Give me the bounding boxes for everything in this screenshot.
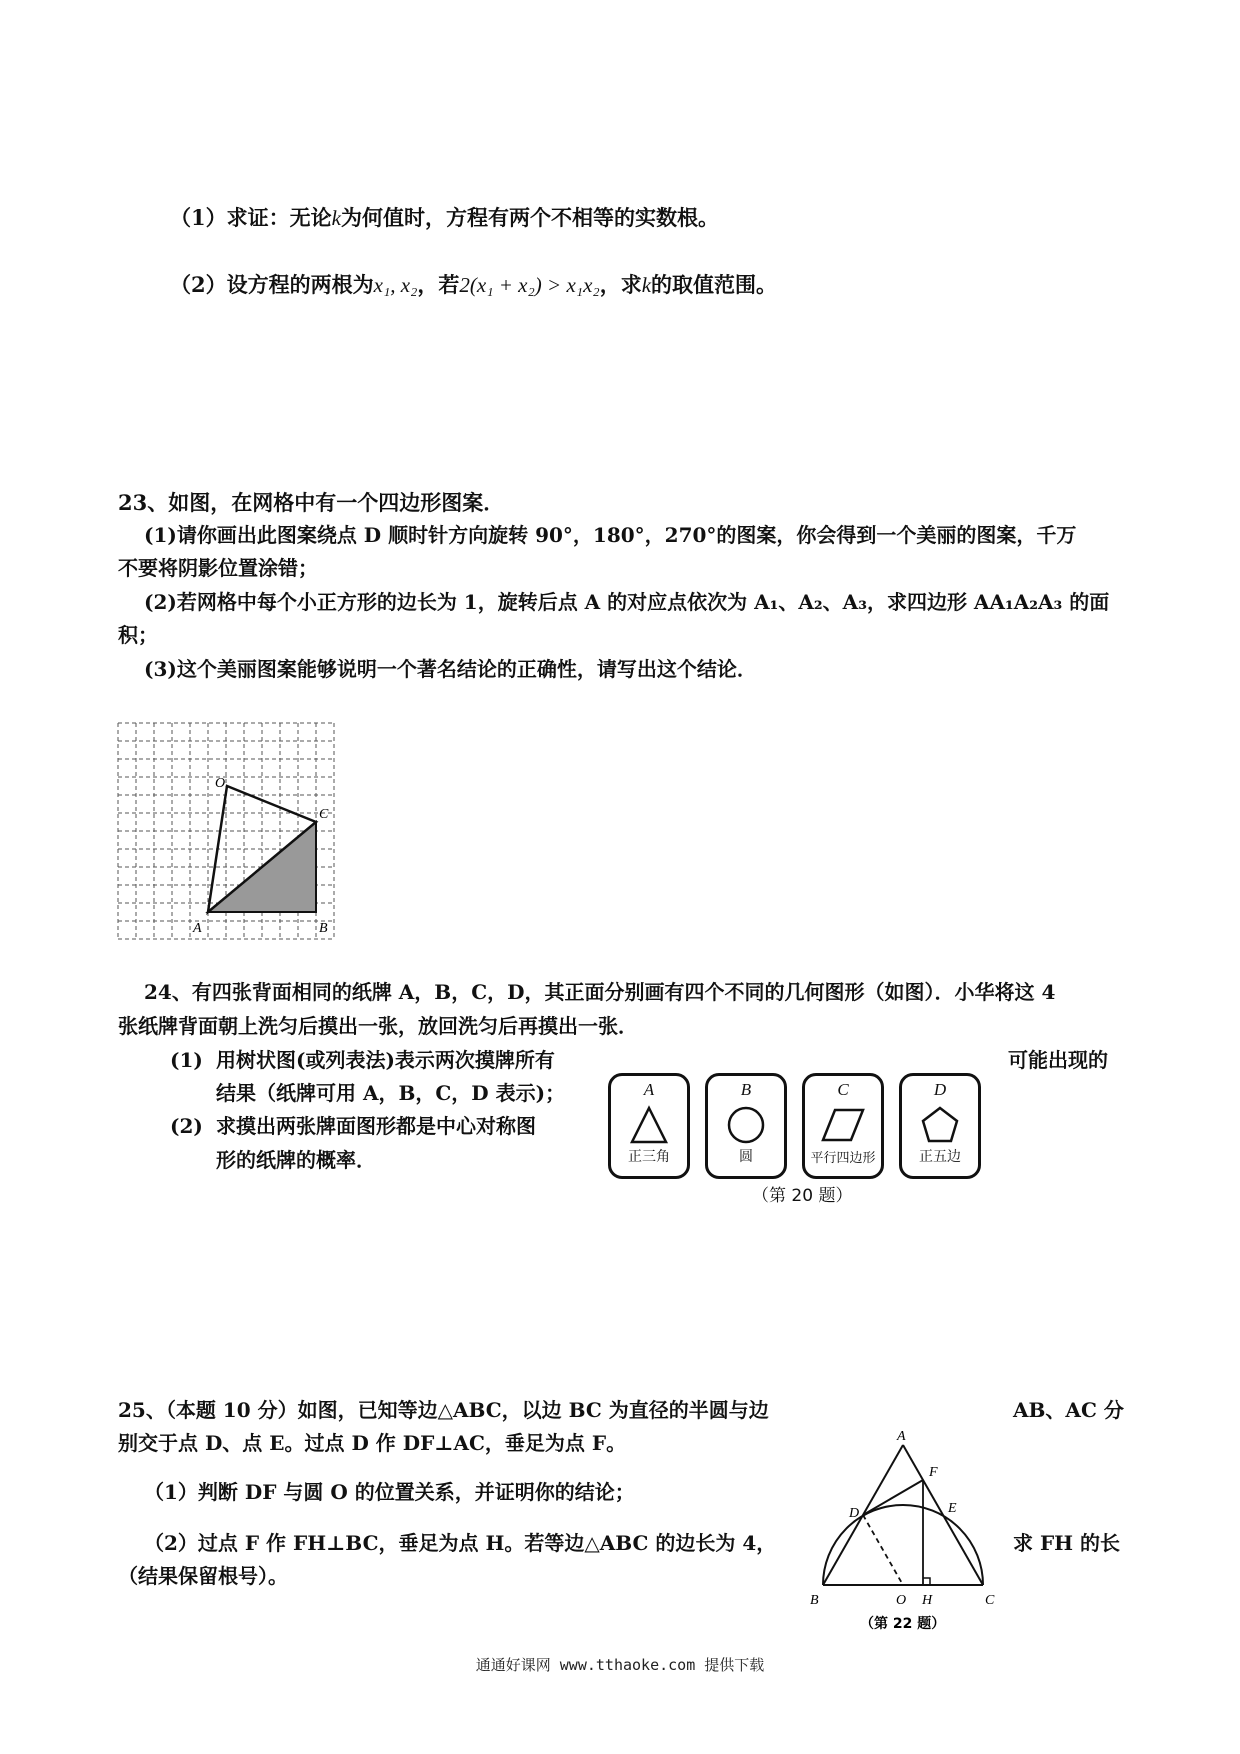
q24-part1-num: (1) — [170, 1048, 203, 1072]
q25-figure-caption: （第 22 题） — [860, 1616, 946, 1632]
q24-figure-caption: （第 20 题） — [752, 1186, 853, 1206]
card-b-name: 圆 — [739, 1149, 753, 1165]
page-footer: 通通好课网 www.tthaoke.com 提供下载 — [475, 1656, 765, 1674]
card-a-name: 正三角 — [628, 1149, 670, 1165]
label-c: C — [319, 807, 329, 822]
roots-expr: x₁, x₂ — [373, 273, 418, 297]
q24-part1-right: 可能出现的 — [1008, 1048, 1108, 1072]
q25-part1: （1）判断 DF 与圆 O 的位置关系，并证明你的结论； — [144, 1480, 635, 1504]
q23-part1-line2: 不要将阴影位置涂错； — [118, 556, 318, 580]
q24-stem-line2: 张纸牌背面朝上洗匀后摸出一张，放回洗匀后再摸出一张． — [118, 1014, 638, 1038]
q25-part2: （2）过点 F 作 FH⊥BC，垂足为点 H。若等边△ABC 的边长为 4， — [144, 1531, 777, 1555]
label-c: C — [985, 1593, 995, 1608]
label-o: O — [215, 776, 226, 791]
circle-icon — [708, 1104, 784, 1148]
card-a-letter: A — [643, 1080, 655, 1099]
q23-grid-figure — [115, 720, 355, 945]
label-h: H — [922, 1593, 933, 1608]
k-var: k — [331, 206, 341, 230]
q25-part2-line2: （结果保留根号）。 — [118, 1564, 288, 1588]
q23-part2-line1: (2)若网格中每个小正方形的边长为 1，旋转后点 A 的对应点依次为 A₁、A₂、A₃，求四边形 AA₁A₂A₃ 的面 — [144, 590, 1110, 614]
inequality-expr: 2(x₁ + x₂) > x₁x₂ — [459, 273, 600, 297]
card-d-name: 正五边 — [919, 1149, 961, 1165]
q25-line1-right: AB、AC 分 — [1013, 1398, 1124, 1422]
q23-stem: 23、如图，在网格中有一个四边形图案． — [118, 490, 505, 515]
label-b: B — [810, 1593, 819, 1608]
q22-part2-c: ，求 — [599, 272, 642, 297]
k-var: k — [641, 273, 652, 297]
q25-line1: 25、（本题 10 分）如图，已知等边△ABC，以边 BC 为直径的半圆与边 — [118, 1398, 769, 1422]
q22-part1 — [170, 205, 719, 231]
card-d — [899, 1073, 981, 1179]
q25-geometry-figure — [805, 1420, 1005, 1640]
q25-line2: 别交于点 D、点 E。过点 D 作 DF⊥AC，垂足为点 F。 — [118, 1431, 627, 1455]
q22-part2-d: 的取值范围。 — [651, 272, 778, 297]
q22-part2 — [170, 272, 777, 298]
q25-part2-right: 求 FH 的长 — [1013, 1531, 1121, 1555]
label-d: D — [849, 1506, 860, 1521]
q23-part2-line2: 积； — [118, 623, 158, 647]
card-c-letter: C — [837, 1080, 849, 1099]
q23-part3: (3)这个美丽图案能够说明一个著名结论的正确性，请写出这个结论． — [144, 657, 757, 681]
q22-part1-a: （1）求证：无论 — [170, 205, 332, 230]
q24-part2-line2: 形的纸牌的概率． — [216, 1148, 376, 1172]
q24-part1-line1: 用树状图(或列表法)表示两次摸牌所有 — [216, 1048, 555, 1072]
label-a: A — [897, 1429, 906, 1444]
q24-part2-line1: 求摸出两张牌面图形都是中心对称图 — [216, 1114, 536, 1138]
q22-part2-a: （2）设方程的两根为 — [170, 272, 374, 297]
label-o: O — [896, 1593, 907, 1608]
parallelogram-icon — [805, 1104, 881, 1148]
pentagon-icon — [902, 1104, 978, 1148]
card-d-letter: D — [933, 1080, 947, 1099]
card-b — [705, 1073, 787, 1179]
label-f: F — [929, 1465, 938, 1480]
label-b: B — [319, 921, 328, 936]
q24-part2-num: (2) — [170, 1114, 203, 1138]
card-b-letter: B — [740, 1080, 752, 1099]
q24-stem-line1: 24、有四张背面相同的纸牌 A，B，C，D，其正面分别画有四个不同的几何图形（如图）．小华将这 4 — [144, 980, 1056, 1004]
triangle-icon — [611, 1104, 687, 1148]
label-a: A — [193, 921, 202, 936]
card-c — [802, 1073, 884, 1179]
q23-part1-line1: (1)请你画出此图案绕点 D 顺时针方向旋转 90°，180°，270°的图案，你会得到一个美丽的图案，千万 — [144, 523, 1077, 547]
card-c-name: 平行四边形 — [810, 1151, 876, 1166]
card-a — [608, 1073, 690, 1179]
q22-part1-b: 为何值时，方程有两个不相等的实数根。 — [340, 205, 719, 230]
q22-part2-b: ，若 — [417, 272, 460, 297]
q24-part1-line2: 结果（纸牌可用 A，B，C，D 表示)； — [216, 1081, 566, 1105]
label-e: E — [948, 1501, 957, 1516]
